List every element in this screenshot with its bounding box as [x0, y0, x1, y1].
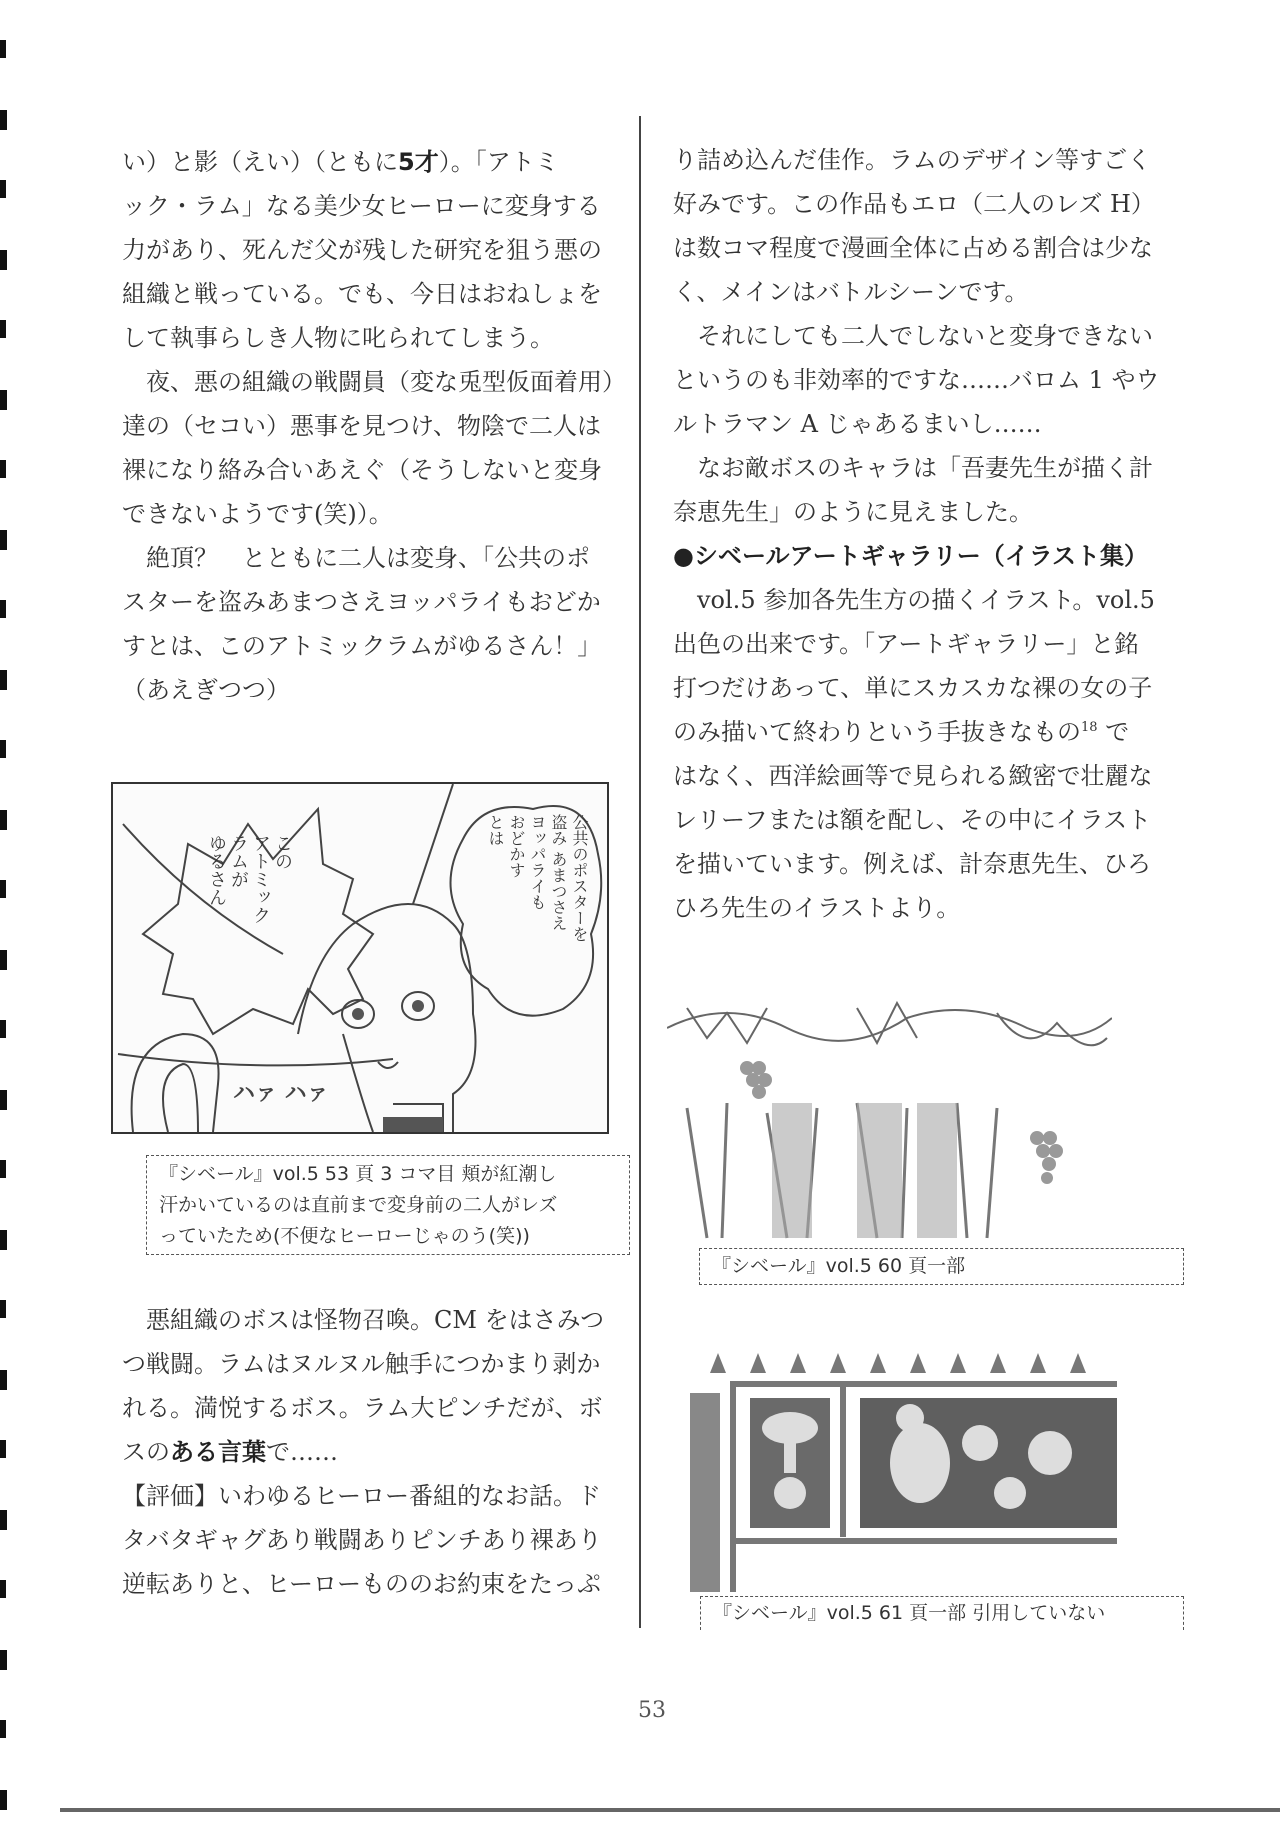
- text-line: 好みです。この作品もエロ（二人のレズ H）: [673, 190, 1155, 218]
- text-line: 組織と戦っている。でも、今日はおねしょを: [122, 280, 602, 308]
- speech-bubble-left: [205, 834, 293, 924]
- ornament-illustration-caption: 『シベール』vol.5 61 頁一部 引用していない: [700, 1596, 1184, 1630]
- caption-line: 汗かいているのは直前まで変身前の二人がレズ: [159, 1194, 558, 1216]
- section-heading: ●シベールアートギャラリー（イラスト集）: [673, 542, 1149, 570]
- column-divider: [639, 116, 641, 1628]
- grape-relief-illustration: [667, 998, 1112, 1246]
- text-line: は数コマ程度で漫画全体に占める割合は少な: [673, 234, 1153, 262]
- text-line: スのある言葉で……: [122, 1438, 338, 1466]
- text-line: して執事らしき人物に叱られてしまう。: [122, 324, 554, 352]
- text-line: 逆転ありと、ヒーローもののお約束をたっぷ: [122, 1570, 602, 1598]
- text-line: タバタギャグあり戦闘ありピンチあり裸あり: [122, 1526, 602, 1554]
- caption-line: 『シベール』vol.5 53 頁 3 コマ目 頬が紅潮し: [159, 1163, 557, 1185]
- manga-panel-illustration: [111, 782, 609, 1134]
- right-column-text: [673, 138, 1173, 930]
- text-line: 打つだけあって、単にスカスカな裸の女の子: [673, 674, 1153, 702]
- speech-bubble-right: [485, 814, 590, 942]
- text-line: スターを盗みあまつさえヨッパライもおどか: [122, 588, 601, 616]
- text-line: ひろ先生のイラストより。: [673, 894, 961, 922]
- bubble-text-column: この: [272, 834, 293, 870]
- bubble-text-column: ヨッパライも: [528, 814, 547, 910]
- grape-relief-artwork: [667, 998, 1112, 1246]
- text-line: できないようです(笑)）。: [122, 500, 393, 528]
- binding-holes-graphic: [0, 0, 10, 1817]
- text-line: というのも非効率的ですな……バロム 1 やウ: [673, 366, 1160, 394]
- bubble-text-column: ゆるさん: [206, 834, 227, 906]
- text-line: それにしても二人でしないと変身できない: [697, 322, 1153, 350]
- text-line: 【評価】いわゆるヒーロー番組的なお話。ド: [122, 1482, 602, 1510]
- spiral-binding-marks: [0, 0, 10, 1817]
- text-line: く、メインはバトルシーンです。: [673, 278, 1029, 306]
- text-line: 悪組織のボスは怪物召喚。CM をはさみつ: [146, 1306, 605, 1334]
- page-number: 53: [638, 1698, 666, 1723]
- bubble-text-column: とは: [486, 814, 505, 846]
- left-column-top-text: [122, 140, 626, 712]
- left-column-bottom-text: [122, 1298, 622, 1606]
- text-line: い）と影（えい）（ともに5才）。「アトミ: [122, 148, 559, 176]
- text-line: ック・ラム」なる美少女ヒーローに変身する: [122, 192, 601, 220]
- bubble-text-column: アトミック: [250, 834, 271, 924]
- caption-line: っていたため(不便なヒーローじゃのう(笑)): [159, 1225, 530, 1247]
- text-line: 奈恵先生」のように見えました。: [673, 498, 1033, 526]
- text-line: のみ描いて終わりという手抜きなもの$^{18}$ で: [673, 718, 1130, 746]
- text-line: り詰め込んだ佳作。ラムのデザイン等すごく: [673, 146, 1152, 174]
- text-line: れる。満悦するボス。ラム大ピンチだが、ボ: [122, 1394, 603, 1422]
- sound-effect-text: ハァ ハァ: [233, 1081, 329, 1106]
- text-line: （あえぎつつ）: [122, 676, 290, 704]
- text-line: 絶頂？ とともに二人は変身、「公共のポ: [146, 544, 590, 572]
- manga-panel-caption: [146, 1155, 630, 1255]
- ornament-relief-artwork: [690, 1343, 1117, 1592]
- text-line: なお敵ボスのキャラは「吾妻先生が描く計: [697, 454, 1153, 482]
- text-line: つ戦闘。ラムはヌルヌル触手につかまり剥か: [122, 1350, 601, 1378]
- text-line: すとは、このアトミックラムがゆるさん！」: [122, 632, 602, 660]
- text-line: レリーフまたは額を配し、その中にイラスト: [673, 806, 1152, 834]
- footnote-marker: 18: [1081, 720, 1098, 735]
- bubble-text-column: おどかす: [507, 814, 526, 878]
- text-line: 夜、悪の組織の戦闘員（変な兎型仮面着用）: [146, 368, 626, 396]
- text-line: 達の（セコい）悪事を見つけ、物陰で二人は: [122, 412, 602, 440]
- ornament-relief-illustration: [690, 1343, 1117, 1592]
- bubble-text-column: 公共のポスターを: [570, 814, 589, 942]
- text-line: 裸になり絡み合いあえぐ（そうしないと変身: [122, 456, 602, 484]
- text-line: はなく、西洋絵画等で見られる緻密で壮麗な: [673, 762, 1153, 790]
- grape-illustration-caption: 『シベール』vol.5 60 頁一部: [699, 1248, 1184, 1285]
- text-line: 力があり、死んだ父が残した研究を狙う悪の: [122, 236, 602, 264]
- scan-bottom-edge: [60, 1808, 1280, 1812]
- text-line: を描いています。例えば、計奈恵先生、ひろ: [673, 850, 1152, 878]
- text-line: ルトラマン A じゃあるまいし……: [673, 410, 1042, 438]
- text-line: 出色の出来です。「アートギャラリー」と銘: [673, 630, 1139, 658]
- bubble-text-column: 盗み あまつさえ: [549, 814, 568, 932]
- bubble-text-column: ラムが: [228, 834, 249, 888]
- text-line: vol.5 参加各先生方の描くイラスト。vol.5: [697, 586, 1155, 614]
